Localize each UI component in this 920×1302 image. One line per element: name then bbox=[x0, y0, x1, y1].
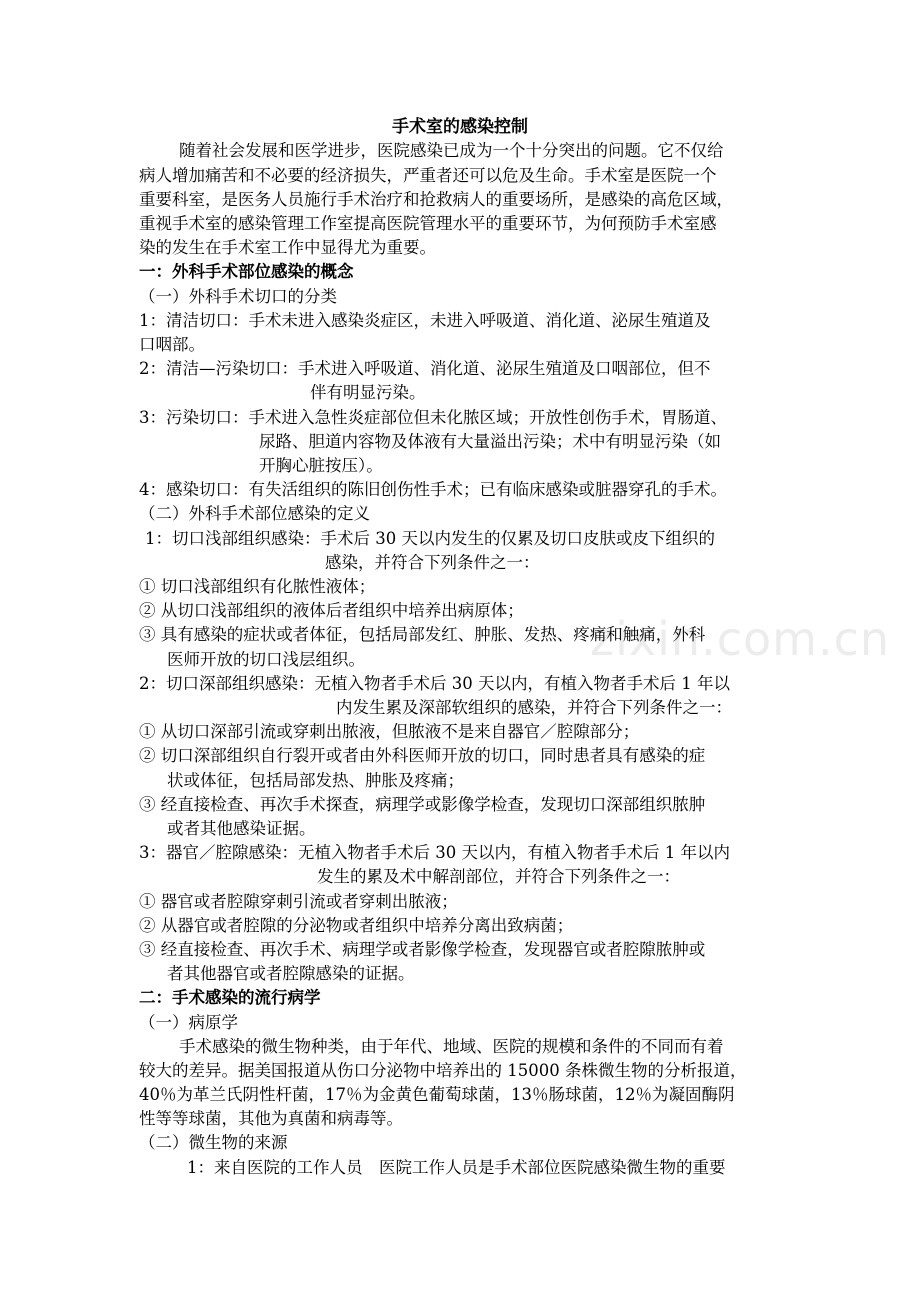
text-line: 病人增加痛苦和不必要的经济损失，严重者还可以危及生命。手术室是医院一个 bbox=[139, 166, 717, 185]
text-line: ③ 经直接检查、再次手术探查，病理学或影像学检查，发现切口深部组织脓肿 bbox=[139, 795, 706, 814]
text-line: 1：切口浅部组织感染：手术后 30 天以内发生的仅累及切口皮肤或皮下组织的 bbox=[145, 529, 715, 548]
text-line: 重视手术室的感染管理工作室提高医院管理水平的重要环节，为何预防手术室感 bbox=[139, 214, 717, 233]
text-line: 开胸心脏按压）。 bbox=[259, 456, 383, 475]
text-line: 手术感染的微生物种类，由于年代、地域、医院的规模和条件的不同而有着 bbox=[179, 1037, 724, 1056]
text-line: 尿路、胆道内容物及体液有大量溢出污染；术中有明显污染（如 bbox=[259, 432, 721, 451]
text-line: ② 从器官或者腔隙的分泌物或者组织中培养分离出致病菌； bbox=[139, 916, 574, 935]
text-line: ③ 经直接检查、再次手术、病理学或者影像学检查，发现器官或者腔隙脓肿或 bbox=[139, 940, 706, 959]
text-line: 染的发生在手术室工作中显得尤为重要。 bbox=[139, 238, 436, 257]
text-line: 3：污染切口：手术进入急性炎症部位但未化脓区域；开放性创伤手术，胃肠道、 bbox=[139, 408, 727, 427]
text-line: 4：感染切口：有失活组织的陈旧创伤性手术；已有临床感染或脏器穿孔的手术。 bbox=[139, 480, 727, 499]
text-line: 状或体征，包括局部发热、肿胀及疼痛； bbox=[167, 771, 464, 790]
text-line: ② 从切口浅部组织的液体后者组织中培养出病原体； bbox=[139, 601, 524, 620]
text-line: 内发生累及深部软组织的感染，并符合下列条件之一： bbox=[336, 698, 732, 717]
text-line: ① 从切口深部引流或穿刺出脓液，但脓液不是来自器官／腔隙部分； bbox=[139, 722, 640, 741]
text-line: 医师开放的切口浅层组织。 bbox=[167, 650, 365, 669]
text-line: ③ 具有感染的症状或者体征，包括局部发红、肿胀、发热、疼痛和触痛，外科 bbox=[139, 625, 706, 644]
text-line: （一）病原学 bbox=[139, 1013, 238, 1032]
text-line: 或者其他感染证据。 bbox=[167, 819, 316, 838]
text-line: 发生的累及术中解剖部位，并符合下列条件之一： bbox=[317, 867, 680, 886]
text-line: （一）外科手术切口的分类 bbox=[139, 287, 337, 306]
text-line: 40％为革兰氏阴性杆菌，17％为金黄色葡萄球菌，13％肠球菌，12％为凝固酶阴 bbox=[139, 1085, 735, 1104]
section-heading: 二：手术感染的流行病学 bbox=[139, 988, 321, 1007]
text-line: ② 切口深部组织自行裂开或者由外科医师开放的切口，同时患者具有感染的症 bbox=[139, 746, 706, 765]
text-line: 性等等球菌，其他为真菌和病毒等。 bbox=[139, 1109, 403, 1128]
text-line: 2：切口深部组织感染：无植入物者手术后 30 天以内，有植入物者手术后 1 年以 bbox=[139, 674, 730, 693]
section-heading: 一：外科手术部位感染的概念 bbox=[139, 262, 354, 281]
text-line: ① 切口浅部组织有化脓性液体； bbox=[139, 577, 376, 596]
watermark: zixin.com.cn bbox=[590, 612, 891, 666]
text-line: （二）微生物的来源 bbox=[139, 1133, 288, 1152]
text-line: 1：清洁切口：手术未进入感染炎症区，未进入呼吸道、消化道、泌尿生殖道及 bbox=[139, 311, 711, 330]
text-line: 者其他器官或者腔隙感染的证据。 bbox=[167, 964, 415, 983]
text-line: 伴有明显污染。 bbox=[310, 383, 426, 402]
text-line: 较大的差异。据美国报道从伤口分泌物中培养出的 15000 条株微生物的分析报道， bbox=[139, 1061, 747, 1080]
text-line: ① 器官或者腔隙穿刺引流或者穿刺出脓液； bbox=[139, 892, 458, 911]
document-title: 手术室的感染控制 bbox=[392, 117, 528, 137]
text-line: 1：来自医院的工作人员 医院工作人员是手术部位医院感染微生物的重要 bbox=[187, 1158, 726, 1177]
text-line: 随着社会发展和医学进步，医院感染已成为一个十分突出的问题。它不仅给 bbox=[179, 141, 724, 160]
text-line: 感染，并符合下列条件之一： bbox=[325, 553, 540, 572]
text-line: 口咽部。 bbox=[139, 335, 205, 354]
text-line: 3：器官／腔隙感染：无植入物者手术后 30 天以内，有植入物者手术后 1 年以内 bbox=[139, 843, 730, 862]
text-line: 2：清洁—污染切口：手术进入呼吸道、消化道、泌尿生殖道及口咽部位，但不 bbox=[139, 359, 711, 378]
text-line: （二）外科手术部位感染的定义 bbox=[139, 504, 370, 523]
text-line: 重要科室，是医务人员施行手术治疗和抢救病人的重要场所，是感染的高危区域， bbox=[139, 190, 733, 209]
